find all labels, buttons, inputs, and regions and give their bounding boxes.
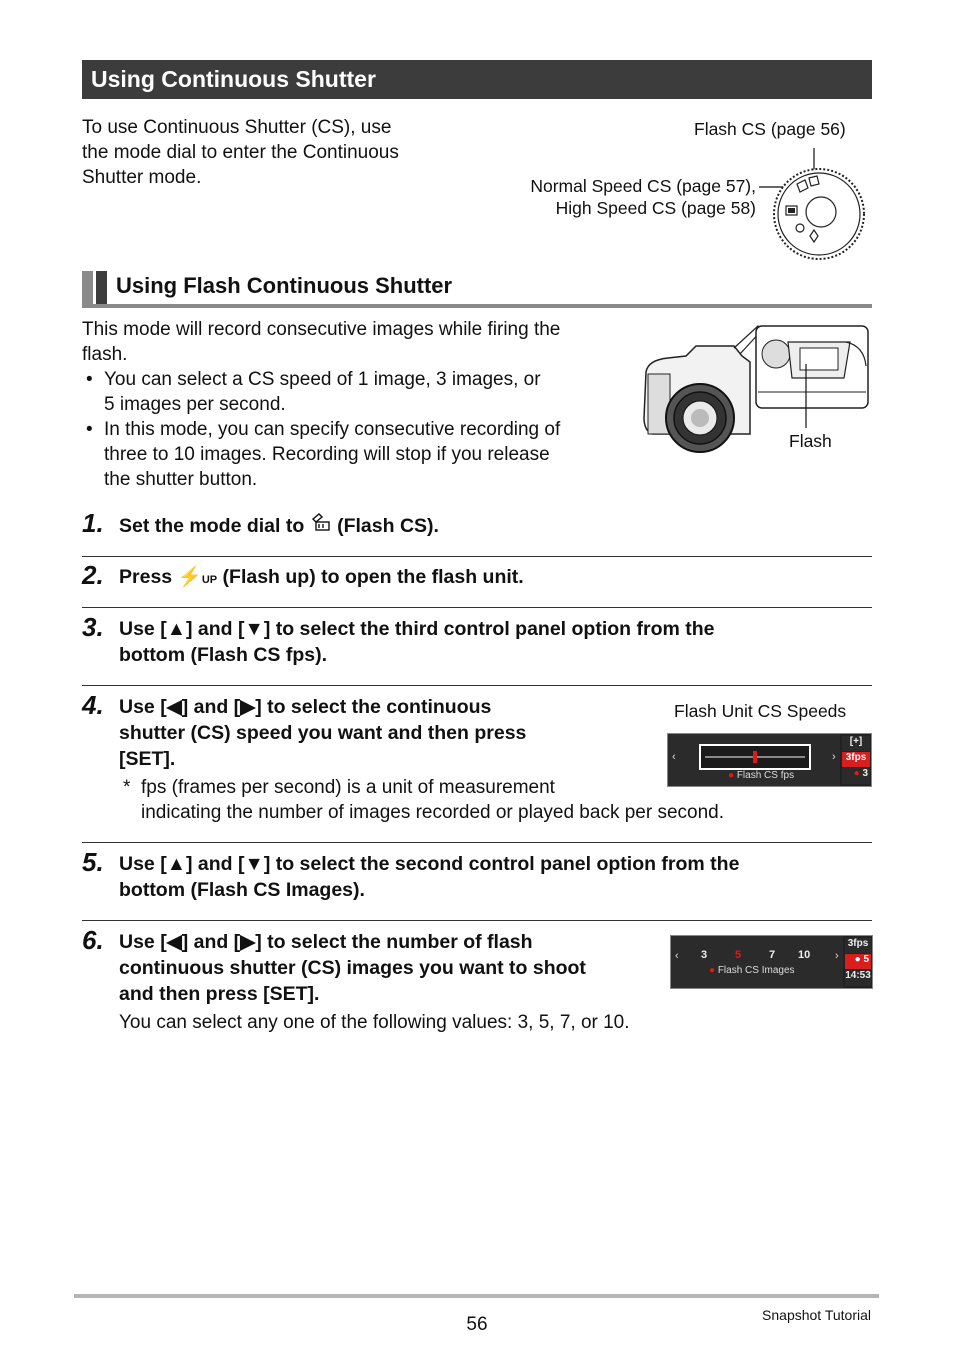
bullet-line: three to 10 images. Recording will stop if you release bbox=[104, 444, 550, 465]
screen-label bbox=[728, 770, 794, 781]
step-number: 6. bbox=[82, 925, 104, 955]
flash-label: Flash bbox=[789, 431, 832, 451]
flash-up-icon: ⚡UP bbox=[177, 566, 218, 588]
step-text-part: ] and [ bbox=[181, 931, 241, 953]
section-title: Using Continuous Shutter bbox=[91, 66, 376, 92]
step-line: bottom (Flash CS Images). bbox=[119, 879, 365, 901]
intro-line: the mode dial to enter the Continuous bbox=[82, 142, 399, 163]
step-text-part: Use [ bbox=[119, 931, 167, 953]
heading-bar bbox=[82, 271, 93, 306]
step-3-text bbox=[119, 616, 869, 668]
step-number: 2. bbox=[82, 560, 104, 590]
subsection-heading bbox=[82, 268, 872, 308]
step-text-part: Use [ bbox=[119, 696, 167, 718]
flash-mode-icon: ● bbox=[709, 965, 716, 976]
mode-dial-illustration bbox=[755, 140, 870, 260]
flash-cs-callout: Flash CS (page 56) bbox=[694, 119, 846, 139]
flash-cs-mode-icon bbox=[310, 512, 332, 539]
right-chevron-icon: › bbox=[835, 950, 839, 962]
screen-label bbox=[709, 965, 795, 976]
step-text-part: ] to select the third control panel option from the bbox=[263, 618, 715, 640]
note-line: fps (frames per second) is a unit of measurement bbox=[141, 777, 555, 798]
bullet-line: the shutter button. bbox=[104, 469, 258, 490]
intro-line: To use Continuous Shutter (CS), use bbox=[82, 117, 392, 138]
section-banner bbox=[82, 60, 872, 99]
step-line: [SET]. bbox=[119, 748, 176, 770]
step-6-text bbox=[119, 929, 664, 1007]
flash-mode-icon: ● bbox=[853, 768, 860, 779]
side-panel-value: 5 bbox=[863, 954, 869, 965]
step-divider bbox=[82, 556, 872, 557]
bullet-item bbox=[82, 417, 622, 492]
left-arrow-icon: ◀ bbox=[166, 696, 182, 718]
intro-line: Shutter mode. bbox=[82, 167, 202, 188]
step-4-text bbox=[119, 694, 639, 772]
left-arrow-icon: ◀ bbox=[166, 931, 182, 953]
step-line bbox=[119, 929, 664, 955]
step-divider bbox=[82, 685, 872, 686]
bullet-line: You can select a CS speed of 1 image, 3 images, or bbox=[104, 369, 541, 390]
bullet-mark: • bbox=[86, 369, 93, 390]
heading-bar bbox=[96, 271, 107, 306]
step-divider bbox=[82, 920, 872, 921]
flash-mode-icon: ● bbox=[728, 770, 735, 781]
down-arrow-icon: ▼ bbox=[244, 853, 264, 875]
step-line: and then press [SET]. bbox=[119, 983, 320, 1005]
step-text-part: Set the mode dial to bbox=[119, 515, 310, 537]
subsection-title: Using Flash Continuous Shutter bbox=[116, 273, 453, 298]
speeds-caption: Flash Unit CS Speeds bbox=[674, 701, 847, 721]
footer-section: Snapshot Tutorial bbox=[762, 1307, 871, 1323]
step-line bbox=[119, 616, 869, 642]
flash-cs-images-screen bbox=[670, 935, 873, 989]
step-text-part: Press bbox=[119, 566, 178, 588]
flash-intro bbox=[82, 317, 622, 367]
step-text-part: ] and [ bbox=[186, 853, 245, 875]
side-panel-value: 3 bbox=[862, 768, 868, 779]
step-number: 3. bbox=[82, 612, 104, 642]
side-panel-item: 14:53 bbox=[845, 970, 871, 986]
step-2-text bbox=[119, 564, 524, 593]
left-chevron-icon: ‹ bbox=[675, 950, 679, 962]
step-number: 1. bbox=[82, 508, 104, 538]
down-arrow-icon: ▼ bbox=[244, 618, 264, 640]
step-text-part: (Flash CS). bbox=[331, 515, 439, 537]
screen-label-text: Flash CS Images bbox=[717, 965, 795, 976]
step-5-text bbox=[119, 851, 869, 903]
step-line bbox=[119, 851, 869, 877]
step-line: continuous shutter (CS) images you want to shoot bbox=[119, 957, 586, 979]
flash-up-label: UP bbox=[201, 574, 218, 586]
step-line bbox=[119, 694, 639, 720]
side-panel-item-selected bbox=[845, 954, 871, 969]
step-text-part: ] and [ bbox=[181, 696, 241, 718]
side-panel-item bbox=[842, 768, 870, 784]
right-arrow-icon: ▶ bbox=[240, 931, 256, 953]
step-text-part: (Flash up) to open the flash unit. bbox=[217, 566, 524, 588]
bullet-list bbox=[82, 367, 622, 492]
right-arrow-icon: ▶ bbox=[240, 696, 256, 718]
step-line: shutter (CS) speed you want and then press bbox=[119, 722, 527, 744]
step-text-part: Use [ bbox=[119, 618, 167, 640]
side-panel-item: 3fps bbox=[845, 938, 871, 953]
right-chevron-icon: › bbox=[832, 751, 836, 763]
left-chevron-icon: ‹ bbox=[672, 751, 676, 763]
step-line: bottom (Flash CS fps). bbox=[119, 644, 327, 666]
image-count-option: 3 bbox=[701, 949, 708, 961]
step-divider bbox=[82, 607, 872, 608]
bullet-item bbox=[82, 367, 622, 417]
screen-label-text: Flash CS fps bbox=[736, 770, 795, 781]
step-6-note: You can select any one of the following values: 3, 5, 7, or 10. bbox=[119, 1012, 630, 1033]
bullet-mark: • bbox=[86, 419, 93, 440]
image-count-option: 7 bbox=[769, 949, 776, 961]
camera-illustration bbox=[638, 322, 870, 454]
flash-mode-icon: ● bbox=[854, 954, 861, 965]
note-mark: * bbox=[123, 777, 131, 798]
note-line: indicating the number of images recorded or played back per second. bbox=[141, 802, 725, 823]
bullet-line: In this mode, you can specify consecutive recording of bbox=[104, 419, 561, 440]
speed-slider bbox=[699, 744, 811, 770]
up-arrow-icon: ▲ bbox=[166, 618, 186, 640]
step-text-part: ] and [ bbox=[186, 618, 245, 640]
step-divider bbox=[82, 842, 872, 843]
side-panel-item: [+] bbox=[842, 736, 870, 751]
step-text-part: Use [ bbox=[119, 853, 167, 875]
flash-intro-line: flash. bbox=[82, 344, 128, 365]
step-number: 4. bbox=[82, 690, 104, 720]
high-speed-callout: High Speed CS (page 58) bbox=[555, 198, 756, 218]
intro-paragraph bbox=[82, 115, 462, 190]
bullet-line: 5 images per second. bbox=[104, 394, 286, 415]
image-count-option-selected: 5 bbox=[735, 949, 742, 961]
flash-intro-line: This mode will record consecutive images while firing the bbox=[82, 319, 561, 340]
up-arrow-icon: ▲ bbox=[166, 853, 186, 875]
step-number: 5. bbox=[82, 847, 104, 877]
normal-speed-callout: Normal Speed CS (page 57), bbox=[530, 176, 756, 196]
step-text-part: ] to select the number of flash bbox=[255, 931, 533, 953]
footer-rule bbox=[74, 1294, 879, 1298]
step-text-part: ] to select the continuous bbox=[255, 696, 492, 718]
flash-cs-fps-screen bbox=[667, 733, 872, 787]
side-panel-item-selected: 3fps bbox=[842, 752, 870, 767]
heading-rule bbox=[82, 304, 872, 308]
step-text-part: ] to select the second control panel option from the bbox=[263, 853, 740, 875]
page-number: 56 bbox=[466, 1314, 488, 1335]
step-1-text bbox=[119, 512, 439, 539]
image-count-option: 10 bbox=[798, 949, 811, 961]
